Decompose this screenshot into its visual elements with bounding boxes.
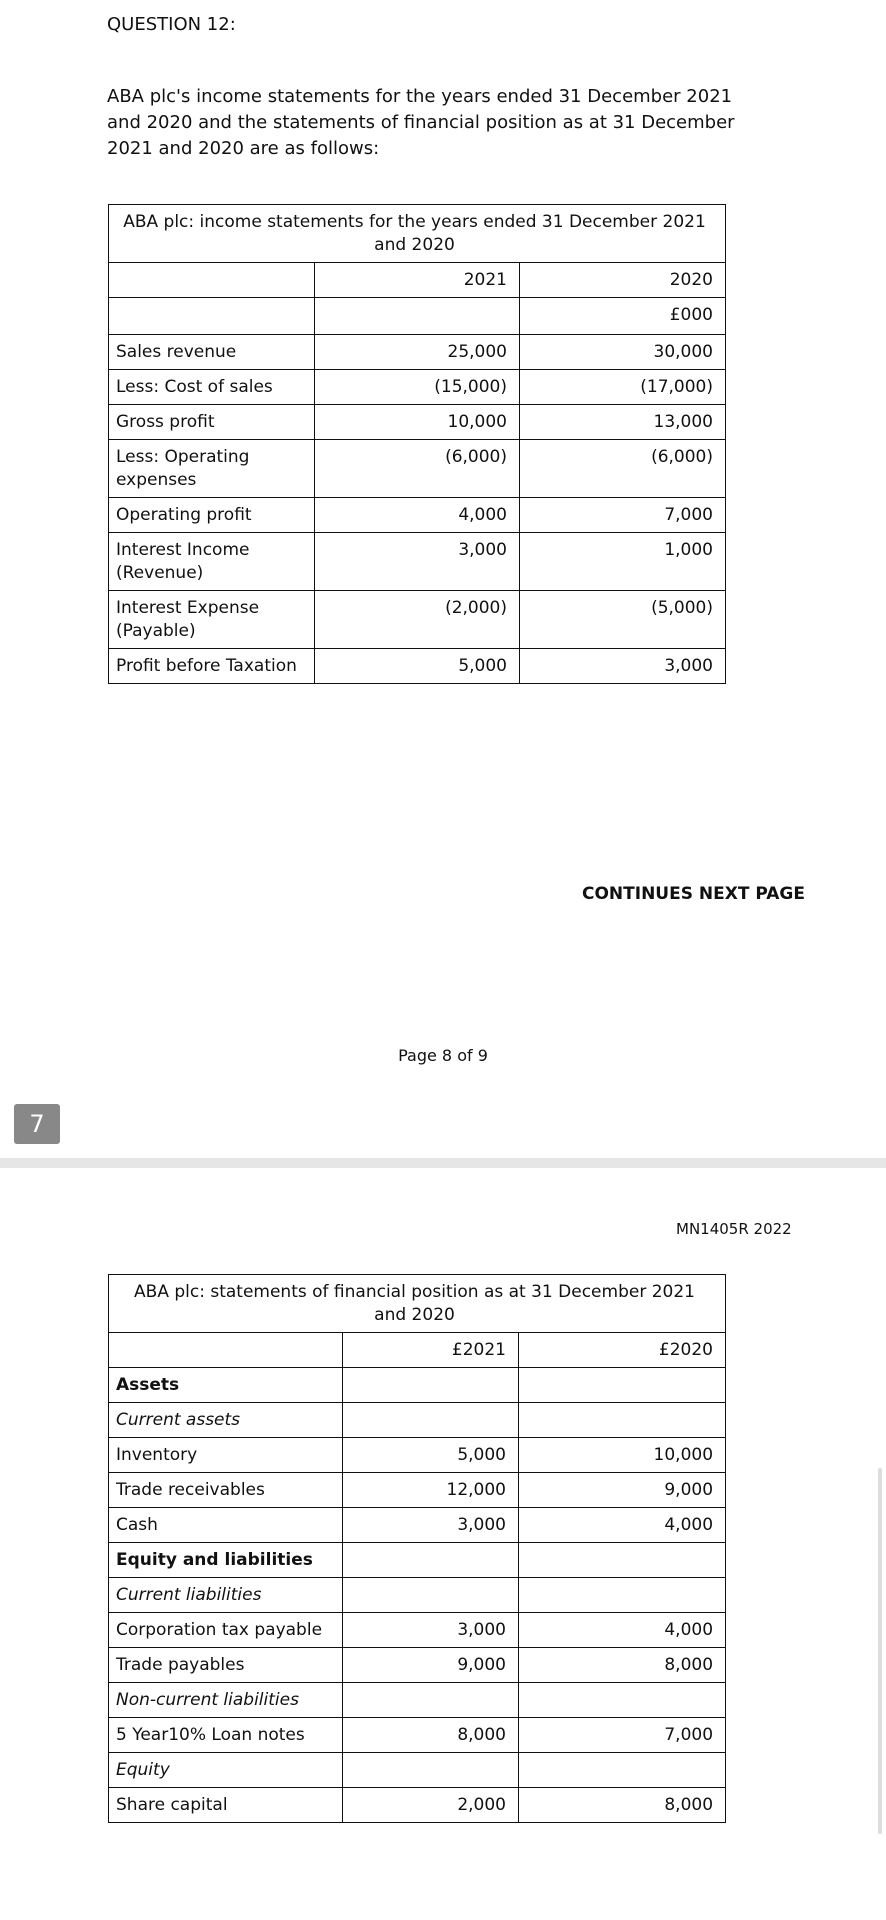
value-2021: 4,000 — [315, 498, 520, 533]
header-cell — [109, 263, 315, 298]
row-label: Equity — [109, 1753, 343, 1788]
unit-cell — [109, 298, 315, 335]
value-2020 — [519, 1578, 726, 1613]
value-2020: 10,000 — [519, 1438, 726, 1473]
row-label: Current assets — [109, 1403, 343, 1438]
value-2020: 4,000 — [519, 1508, 726, 1543]
value-2020: (6,000) — [520, 440, 726, 498]
value-2020 — [519, 1543, 726, 1578]
header-cell-2021: £2021 — [343, 1333, 519, 1368]
row-label: Share capital — [109, 1788, 343, 1823]
page-separator — [0, 1158, 886, 1168]
table-row — [109, 591, 726, 649]
row-label: Profit before Taxation — [109, 649, 315, 684]
table-row — [109, 1368, 726, 1403]
value-2021: (15,000) — [315, 370, 520, 405]
row-label: Interest Expense (Payable) — [109, 591, 315, 649]
value-2020: 7,000 — [519, 1718, 726, 1753]
table-row — [109, 370, 726, 405]
financial-position-table — [108, 1274, 726, 1823]
value-2021 — [343, 1543, 519, 1578]
header-cell-2020: 2020 — [520, 263, 726, 298]
header-cell-2021: 2021 — [315, 263, 520, 298]
table-row — [109, 1648, 726, 1683]
value-2021 — [343, 1753, 519, 1788]
table-row — [109, 1718, 726, 1753]
value-2020: 8,000 — [519, 1788, 726, 1823]
caption-row — [109, 1275, 726, 1333]
value-2020: 13,000 — [520, 405, 726, 440]
value-2020: 8,000 — [519, 1648, 726, 1683]
header-row — [109, 1333, 726, 1368]
value-2021: 8,000 — [343, 1718, 519, 1753]
value-2021 — [343, 1683, 519, 1718]
table-row — [109, 1543, 726, 1578]
value-2020 — [519, 1403, 726, 1438]
table-row — [109, 649, 726, 684]
row-label: 5 Year10% Loan notes — [109, 1718, 343, 1753]
question-heading: QUESTION 12: — [107, 14, 236, 35]
value-2020: 3,000 — [520, 649, 726, 684]
header-cell — [109, 1333, 343, 1368]
value-2021: 3,000 — [315, 533, 520, 591]
document-code: MN1405R 2022 — [676, 1220, 792, 1238]
scrollbar[interactable] — [878, 1468, 882, 1834]
unit-cell-2020: £000 — [520, 298, 726, 335]
income-statement-table — [108, 204, 726, 684]
continues-next-page: CONTINUES NEXT PAGE — [582, 884, 805, 904]
value-2021: 10,000 — [315, 405, 520, 440]
table-row — [109, 1613, 726, 1648]
value-2020: 30,000 — [520, 335, 726, 370]
table-row — [109, 1683, 726, 1718]
row-label: Current liabilities — [109, 1578, 343, 1613]
row-label: Cash — [109, 1508, 343, 1543]
value-2021: 5,000 — [343, 1438, 519, 1473]
value-2020: 1,000 — [520, 533, 726, 591]
page-badge[interactable]: 7 — [14, 1104, 60, 1144]
value-2021: 25,000 — [315, 335, 520, 370]
row-label: Interest Income (Revenue) — [109, 533, 315, 591]
value-2020: 4,000 — [519, 1613, 726, 1648]
row-label: Equity and liabilities — [109, 1543, 343, 1578]
row-label: Operating profit — [109, 498, 315, 533]
row-label: Gross profit — [109, 405, 315, 440]
table-row — [109, 335, 726, 370]
table-row — [109, 1403, 726, 1438]
unit-row — [109, 298, 726, 335]
value-2021: 2,000 — [343, 1788, 519, 1823]
value-2020 — [519, 1368, 726, 1403]
table-row — [109, 1438, 726, 1473]
table-row — [109, 533, 726, 591]
value-2021: 5,000 — [315, 649, 520, 684]
table-row — [109, 1508, 726, 1543]
page-number: Page 8 of 9 — [398, 1046, 488, 1065]
table-row — [109, 498, 726, 533]
caption-row — [109, 205, 726, 263]
value-2021 — [343, 1578, 519, 1613]
row-label: Inventory — [109, 1438, 343, 1473]
value-2021: (2,000) — [315, 591, 520, 649]
row-label: Less: Cost of sales — [109, 370, 315, 405]
value-2020: (5,000) — [520, 591, 726, 649]
value-2020 — [519, 1683, 726, 1718]
row-label: Sales revenue — [109, 335, 315, 370]
table-row — [109, 1473, 726, 1508]
value-2020: (17,000) — [520, 370, 726, 405]
value-2021: (6,000) — [315, 440, 520, 498]
value-2021: 12,000 — [343, 1473, 519, 1508]
row-label: Less: Operating expenses — [109, 440, 315, 498]
table-caption: ABA plc: statements of financial position as at 31 December 2021 and 2020 — [109, 1275, 726, 1333]
table-row — [109, 405, 726, 440]
row-label: Trade payables — [109, 1648, 343, 1683]
row-label: Assets — [109, 1368, 343, 1403]
value-2021 — [343, 1403, 519, 1438]
table-row — [109, 1788, 726, 1823]
row-label: Trade receivables — [109, 1473, 343, 1508]
value-2021: 3,000 — [343, 1613, 519, 1648]
row-label: Corporation tax payable — [109, 1613, 343, 1648]
value-2020 — [519, 1753, 726, 1788]
table-caption: ABA plc: income statements for the years ended 31 December 2021 and 2020 — [109, 205, 726, 263]
intro-text: ABA plc's income statements for the years ended 31 December 2021 and 2020 and the statements of financial position as at 31 December 2021 and 2020 are as follows: — [107, 86, 735, 159]
value-2021 — [343, 1368, 519, 1403]
value-2021: 9,000 — [343, 1648, 519, 1683]
value-2021: 3,000 — [343, 1508, 519, 1543]
table-row — [109, 440, 726, 498]
unit-cell-2021 — [315, 298, 520, 335]
value-2020: 7,000 — [520, 498, 726, 533]
header-cell-2020: £2020 — [519, 1333, 726, 1368]
table-row — [109, 1753, 726, 1788]
row-label: Non-current liabilities — [109, 1683, 343, 1718]
value-2020: 9,000 — [519, 1473, 726, 1508]
header-row — [109, 263, 726, 298]
table-row — [109, 1578, 726, 1613]
